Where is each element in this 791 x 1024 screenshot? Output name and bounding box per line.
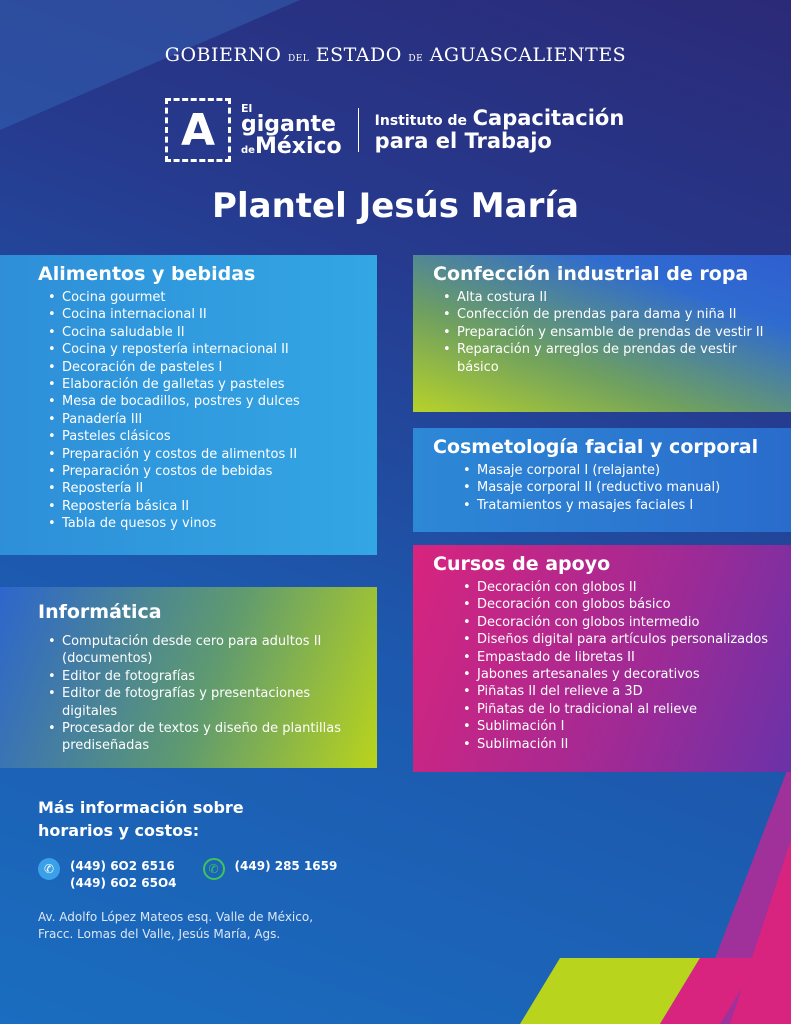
course-item: • Editor de fotografías (20, 668, 357, 685)
section-title: Cosmetología facial y corporal (433, 436, 759, 458)
section-title: Alimentos y bebidas (38, 263, 256, 285)
gigante-logo-text (241, 103, 342, 158)
address (38, 909, 313, 943)
course-item: • Tabla de quesos y vinos (20, 515, 357, 532)
gov-word: DEL (287, 54, 310, 64)
section-title: Informática (38, 601, 162, 623)
inst-small: Instituto de (374, 112, 468, 129)
government-header (0, 44, 791, 66)
course-item: • Preparación y costos de alimentos II (20, 446, 357, 463)
course-list (433, 462, 771, 514)
course-list (433, 579, 771, 753)
course-item: • Mesa de bocadillos, postres y dulces (20, 393, 357, 410)
page-title: Plantel Jesús María (212, 186, 579, 226)
section-cosmetologia (413, 428, 791, 532)
course-item: • Repostería II (20, 480, 357, 497)
course-item: • Cocina y repostería internacional II (20, 341, 357, 358)
course-item: • Decoración con globos II (433, 579, 771, 596)
phone-icon: ✆ (38, 858, 60, 880)
logo-mexico: México (254, 133, 342, 159)
address-line: Fracc. Lomas del Valle, Jesús María, Ags. (38, 927, 281, 941)
gov-word: DE (408, 54, 424, 64)
section-title: Confección industrial de ropa (433, 263, 749, 285)
gov-word: GOBIERNO (164, 44, 282, 66)
logo-el: El (241, 101, 253, 115)
inst-big: Capacitación (472, 105, 625, 130)
course-item: • Editor de fotografías y presentaciones digitales (20, 685, 357, 720)
course-item: • Computación desde cero para adultos II (documentos) (20, 633, 357, 668)
section-informatica (0, 587, 377, 768)
logo-gigante: gigante (241, 111, 336, 137)
course-list (20, 289, 357, 533)
course-item: • Cocina gourmet (20, 289, 357, 306)
course-item: • Piñatas de lo tradicional al relieve (433, 701, 771, 718)
course-item: • Masaje corporal II (reductivo manual) (433, 479, 771, 496)
contact-heading-line: Más información sobre (38, 798, 244, 817)
course-item: • Decoración con globos básico (433, 596, 771, 613)
address-line: Av. Adolfo López Mateos esq. Valle de México, (38, 910, 314, 924)
phone-number[interactable]: (449) 6O2 6516 (70, 859, 175, 873)
contact-heading-line: horarios y costos: (38, 821, 200, 840)
phone-number[interactable]: (449) 6O2 65O4 (70, 876, 177, 890)
course-item: • Repostería básica II (20, 498, 357, 515)
course-item: • Masaje corporal I (relajante) (433, 462, 771, 479)
course-item: • Sublimación I (433, 718, 771, 735)
course-item: • Alta costura II (433, 289, 771, 306)
gov-word: AGUASCALIENTES (429, 44, 627, 66)
section-title: Cursos de apoyo (433, 553, 611, 575)
course-item: • Tratamientos y masajes faciales I (433, 497, 771, 514)
logo-de: de (241, 144, 255, 156)
gov-word: ESTADO (315, 44, 402, 66)
course-item: • Empastado de libretas II (433, 649, 771, 666)
section-confeccion (413, 255, 791, 412)
course-item: • Decoración de pasteles I (20, 359, 357, 376)
course-item: • Preparación y costos de bebidas (20, 463, 357, 480)
course-list (433, 289, 771, 376)
course-item: • Reparación y arreglos de prendas de vestir básico (433, 341, 771, 376)
course-item: • Panadería III (20, 411, 357, 428)
contact-heading (38, 796, 244, 842)
course-item: • Piñatas II del relieve a 3D (433, 683, 771, 700)
section-cursos-apoyo (413, 545, 791, 772)
phone-numbers (38, 858, 337, 892)
course-item: • Diseños digital para artículos personalizados (433, 631, 771, 648)
inst-big: para el Trabajo (374, 129, 552, 153)
course-item: • Pasteles clásicos (20, 428, 357, 445)
icat-name (375, 107, 625, 153)
section-alimentos (0, 255, 377, 555)
course-item: • Elaboración de galletas y pasteles (20, 376, 357, 393)
course-item: • Confección de prendas para dama y niña II (433, 306, 771, 323)
logo-divider (358, 108, 359, 152)
course-item: • Sublimación II (433, 736, 771, 753)
course-item: • Decoración con globos intermedio (433, 614, 771, 631)
course-item: • Cocina saludable II (20, 324, 357, 341)
course-list (20, 633, 357, 755)
course-item: • Preparación y ensamble de prendas de vestir II (433, 324, 771, 341)
logo-a-icon: A (165, 98, 231, 162)
course-item: • Cocina internacional II (20, 306, 357, 323)
institute-logo (165, 98, 624, 162)
whatsapp-icon: ✆ (203, 858, 225, 880)
whatsapp-number[interactable]: (449) 285 1659 (234, 859, 338, 873)
course-item: • Jabones artesanales y decorativos (433, 666, 771, 683)
course-item: • Procesador de textos y diseño de plantillas prediseñadas (20, 720, 357, 755)
